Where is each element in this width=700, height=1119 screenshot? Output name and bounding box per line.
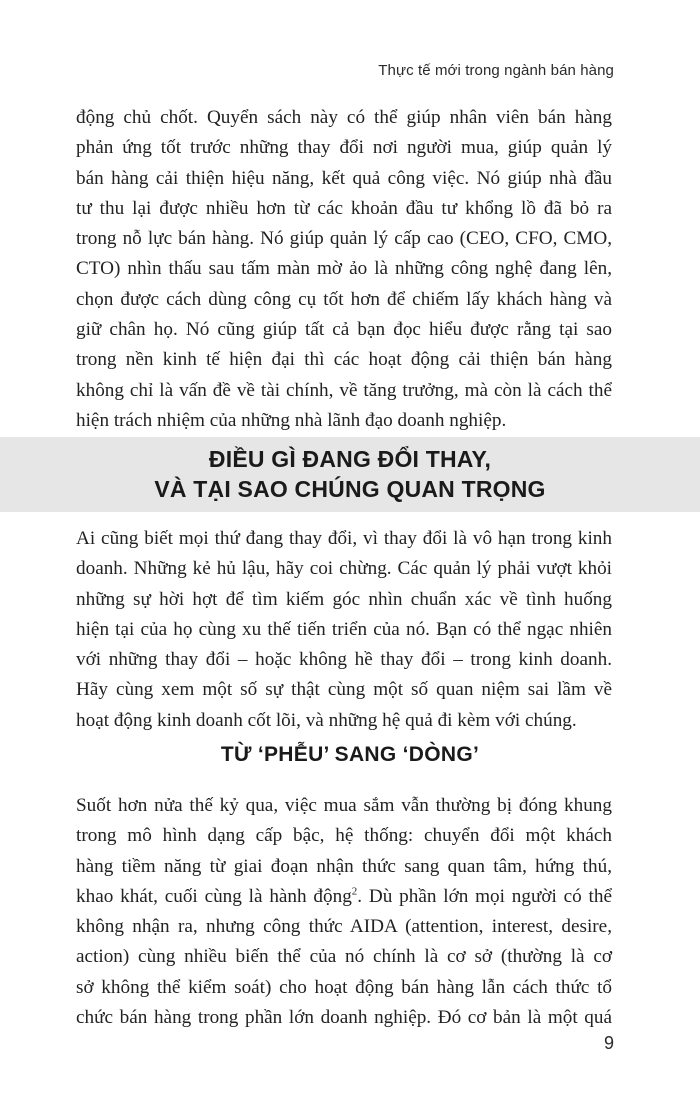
text-line: hàng tiềm năng từ giai đoạn nhận thức sang quan tâm, hứng thú, [76,855,612,877]
text-line: giữ chân họ. Nó cũng giúp tất cả bạn đọc hiểu được rằng tại sao [76,319,612,341]
text-line: CTO) nhìn thấu sau tấm màn mờ ảo là những công nghệ đang lên, [76,258,612,280]
text-line: động chủ chốt. Quyển sách này có thể giúp nhân viên bán hàng [76,107,612,128]
page-number: 9 [603,1033,614,1053]
text-line: trong nền kinh tế hiện đại thì các hoạt động cải thiện bán hàng [76,349,612,371]
text-line: sở không thể kiểm soát) cho hoạt động bán hàng lẫn cách thức tổ [76,976,612,998]
text-segment: khao khát, cuối cùng là hành động [76,885,352,907]
text-line: Hãy cùng xem một số sự thật cùng một số quan niệm sai lầm về [76,679,612,701]
text-line: tư thu lại được nhiều hơn từ các khoản đầu tư khổng lồ đã bỏ ra [76,197,612,219]
text-line: hiện trách nhiệm của những nhà lãnh đạo doanh nghiệp. [76,409,507,431]
body-paragraph-change [76,524,612,736]
text-segment: . Dù phần lớn mọi người có thể [357,885,612,907]
subsection-title: TỪ ‘PHỄU’ SANG ‘DÒNG’ [220,743,480,766]
section-title-line-1: ĐIỀU GÌ ĐANG ĐỔI THAY, [208,446,492,472]
text-line: không nhận ra, nhưng công thức AIDA (attention, interest, desire, [76,916,612,938]
text-line: action) cùng nhiều biến thể của nó chính là cơ sở (thường là cơ [76,946,612,968]
text-line: hoạt động kinh doanh cốt lõi, và những hệ quả đi kèm với chúng. [76,709,577,731]
text-line: trong mô hình dạng cấp bậc, hệ thống: chuyển đổi một khách [76,825,612,847]
running-header: Thực tế mới trong ngành bán hàng [378,62,614,79]
text-line: hiện tại của họ cùng xu thế tiến triển của nó. Bạn có thể ngạc nhiên [76,618,612,640]
footnote-reference[interactable]: 2 [351,885,358,898]
text-line: chức bán hàng trong phần lớn doanh nghiệp. Đó cơ bản là một quá [76,1007,612,1029]
text-line: trong nỗ lực bán hàng. Nó giúp quản lý cấp cao (CEO, CFO, CMO, [76,228,612,250]
text-line: doanh. Những kẻ hủ lậu, hãy coi chừng. Các quản lý phải vượt khỏi [76,558,612,580]
text-line: phản ứng tốt trước những thay đổi nơi người mua, giúp quản lý [76,137,612,159]
text-line: những sự hời hợt để tìm kiếm góc nhìn chuẩn xác về tình huống [76,588,612,610]
text-line: chọn được cách dùng công cụ tốt hơn để chiếm lấy khách hàng và [76,288,612,310]
body-paragraph-intro [76,103,612,436]
text-line: Suốt hơn nửa thế kỷ qua, việc mua sắm vẫn thường bị đóng khung [76,795,612,816]
text-line: Ai cũng biết mọi thứ đang thay đổi, vì thay đổi là vô hạn trong kinh [76,528,612,549]
text-line: không chỉ là vấn đề về tài chính, về tăng trưởng, mà còn là cách thể [76,379,612,401]
body-paragraph-funnel [76,791,612,1033]
section-title-line-2: VÀ TẠI SAO CHÚNG QUAN TRỌNG [154,476,546,502]
text-line: với những thay đổi – hoặc không hề thay đổi – trong kinh doanh. [76,649,612,671]
text-line: bán hàng cải thiện hiệu năng, kết quả công việc. Nó giúp nhà đầu [76,167,612,189]
text-line-with-footnote [76,882,612,912]
